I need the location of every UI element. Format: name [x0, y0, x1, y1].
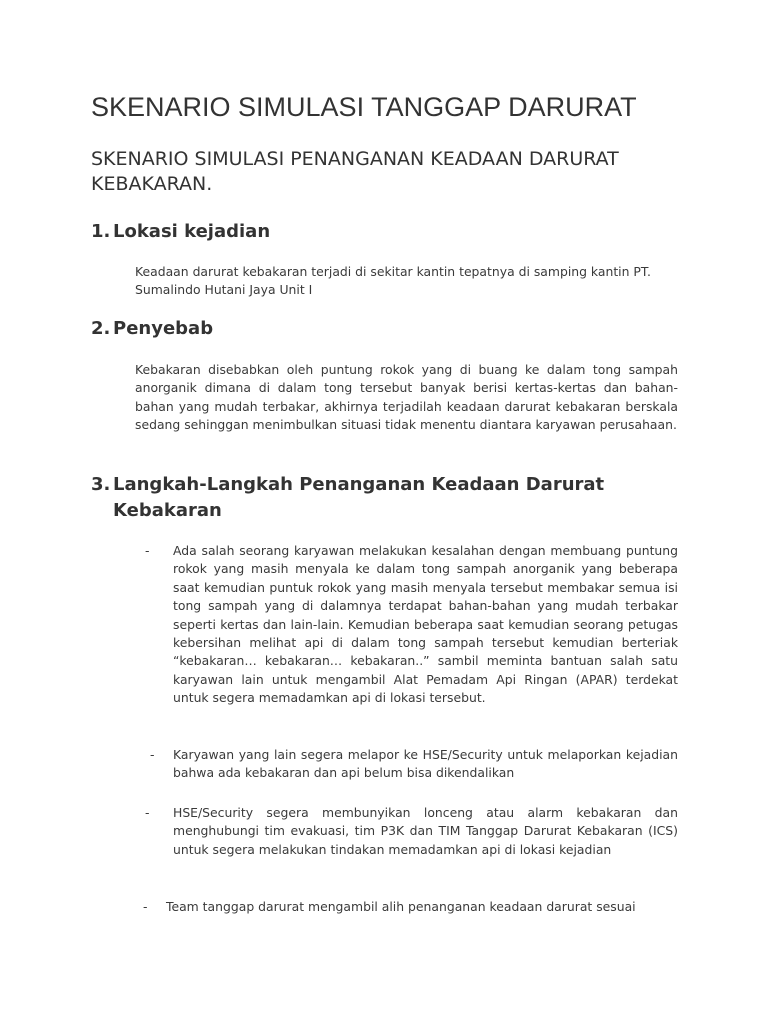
section-paragraph-penyebab: Kebakaran disebabkan oleh puntung rokok yang di buang ke dalam tong sampah anorganik dimana di dalam tong tersebut banyak berisi kertas-kertas dan bahan-bahan yang mudah terbakar, akhirnya terjadilah keadaan darurat kebakaran berskala sedang sehinggan menimbulkan situasi tidak menentu diantara karyawan perusahaan.: [135, 362, 678, 433]
section-number: 1.: [91, 221, 111, 242]
list-item: [143, 898, 688, 916]
list-item: [145, 804, 678, 859]
document-subtitle: SKENARIO SIMULASI PENANGANAN KEADAAN DARURAT KEBAKARAN.: [91, 148, 619, 195]
section-heading-lokasi: [91, 221, 270, 242]
list-item-text: Team tanggap darurat mengambil alih penanganan keadaan darurat sesuai: [166, 899, 636, 914]
document-title: SKENARIO SIMULASI TANGGAP DARURAT: [91, 92, 637, 122]
bullet-dash: -: [143, 899, 148, 914]
list-item-text: HSE/Security segera membunyikan lonceng atau alarm kebakaran dan menghubungi tim evakuasi, tim P3K dan TIM Tanggap Darurat Kebakaran (ICS) untuk segera melakukan tindakan memadamkan api di lokasi kejadian: [173, 805, 678, 857]
section-number: 2.: [91, 318, 111, 339]
list-item-text: Ada salah seorang karyawan melakukan kesalahan dengan membuang puntung rokok yang masih menyala ke dalam tong sampah anorganik yang beberapa saat kemudian puntuk rokok yang masih menyala tersebut membakar semua isi tong sampah yang di dalamnya terdapat bahan-bahan yang mudah terbakar seperti kertas dan lain-lain. Kemudian beberapa saat kemudian seorang petugas kebersihan melihat api di dalam tong sampah tersebut kemudian berteriak “kebakaran… kebakaran… kebakaran..” sambil meminta bantuan salah satu karyawan lain untuk mengambil Alat Pemadam Api Ringan (APAR) terdekat untuk segera memadamkan api di lokasi tersebut.: [173, 543, 678, 706]
list-item: [145, 542, 678, 708]
bullet-dash: -: [145, 805, 150, 820]
list-item-text: Karyawan yang lain segera melapor ke HSE/Security untuk melaporkan kejadian bahwa ada kebakaran dan api belum bisa dikendalikan: [173, 747, 678, 781]
bullet-dash: -: [145, 543, 150, 558]
section-paragraph-lokasi: Keadaan darurat kebakaran terjadi di sekitar kantin tepatnya di samping kantin PT. Sumalindo Hutani Jaya Unit I: [135, 264, 651, 298]
bullet-dash: -: [150, 747, 155, 762]
section-heading-text-line2: Kebakaran: [113, 500, 222, 521]
section-heading-langkah: [91, 472, 631, 524]
list-item: [150, 746, 678, 783]
section-heading-text-line1: Langkah-Langkah Penanganan Keadaan Darurat: [113, 474, 605, 495]
section-number: 3.: [91, 474, 111, 495]
section-heading-penyebab: [91, 318, 213, 339]
section-heading-text: Lokasi kejadian: [113, 221, 271, 242]
section-heading-text: Penyebab: [113, 318, 214, 339]
